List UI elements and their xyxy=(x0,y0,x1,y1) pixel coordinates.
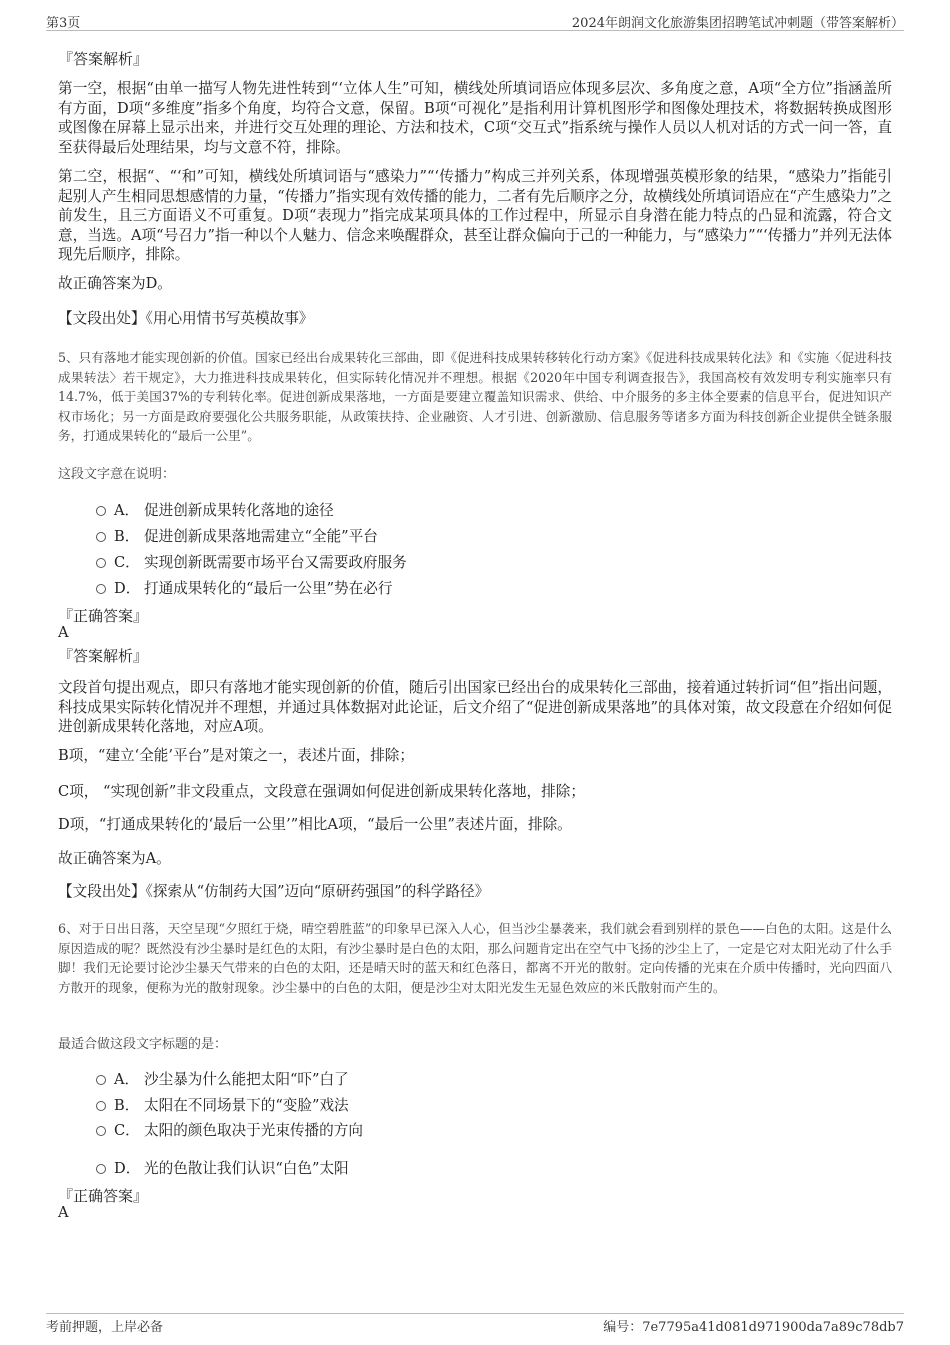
radio-icon[interactable] xyxy=(96,532,106,542)
question-5-text: 5、只有落地才能实现创新的价值。国家已经出台成果转化三部曲，即《促进科技成果转移转化行动方案》《促进科技成果转化法》和《实施〈促进科技成果转法〉若干规定》，大力推进科技成果转化，但实际转化情况并不理想。根据《2020年中国专利调查报告》，我国高校有效发明专利实施率只有14.7%，低于美国37%的专利转化率。促进创新成果落地，一方面是要建立覆盖知识需求、供给、中介服务的多主体全要素的信息平台，促进知识产权市场化；另一方面是政府要强化公共服务职能，从政策扶持、企业融资、人才引进、创新激励、信息服务等诸多方面为科技创新企业提供全链条服务，打通成果转化的“最后一公里”。 xyxy=(58,350,892,443)
q5-conclusion: 故正确答案为A。 xyxy=(58,850,171,867)
correct-answer-label: 『正确答案』 xyxy=(58,607,149,625)
correct-answer-label: 『正确答案』 xyxy=(58,1187,149,1205)
document-title: 2024年朗润文化旅游集团招聘笔试冲刺题（带答案解析） xyxy=(571,16,904,31)
q5-source-citation: 【文段出处】《探索从“仿制药大国”迈向“原研药强国”的科学路径》 xyxy=(58,883,490,900)
radio-icon[interactable] xyxy=(96,1164,106,1174)
source-citation: 【文段出处】《用心用情书写英模故事》 xyxy=(58,310,314,327)
q5-option-c[interactable]: C． 实现创新既需要市场平台又需要政府服务 xyxy=(96,551,407,572)
footer-slogan: 考前押题，上岸必备 xyxy=(46,1320,164,1335)
radio-icon[interactable] xyxy=(96,1075,106,1085)
q6-option-a[interactable]: A． 沙尘暴为什么能把太阳“吓”白了 xyxy=(96,1068,349,1089)
q5-analysis-paragraph-1: 文段首句提出观点，即只有落地才能实现创新的价值，随后引出国家已经出台的成果转化三部曲，接着通过转折词“但”指出问题，科技成果实际转化情况并不理想，并通过具体数据对此论证，后文介绍了“促进创新成果落地”的具体对策，故文段意在介绍如何促进创新成果转化落地，对应A项。 xyxy=(58,679,892,735)
radio-icon[interactable] xyxy=(96,1126,106,1136)
q6-option-b[interactable]: B． 太阳在不同场景下的“变脸”戏法 xyxy=(96,1094,349,1115)
q6-option-d[interactable]: D． 光的色散让我们认识“白色”太阳 xyxy=(96,1157,349,1178)
q5-analysis-b: B项，“建立‘全能’平台”是对策之一，表述片面，排除； xyxy=(58,747,414,764)
q5-analysis-d: D项，“打通成果转化的‘最后一公里’”相比A项，“最后一公里”表述片面，排除。 xyxy=(58,816,572,833)
analysis-paragraph-2: 第二空，根据“、“‘和”可知，横线处所填词语与“感染力”“‘传播力”构成三并列关系，体现增强英模形象的结果，“感染力”指能引起别人产生相同思想感情的力量，“传播力”指实现有效传播的能力，二者有先后顺序之分，故横线处所填词语应在“产生感染力”之前发生，且三方面语义不可重复。D项“表现力”指完成某项具体的工作过程中，所显示自身潜在能力特点的凸显和流露，符合文意，当选。A项“号召力”指一种以个人魅力、信念来唤醒群众，甚至让群众偏向于己的一种能力，与“感染力”“‘传播力”并列无法体现先后顺序，排除。 xyxy=(58,168,892,263)
analysis-label: 『答案解析』 xyxy=(58,50,149,68)
page-header xyxy=(46,12,904,31)
radio-icon[interactable] xyxy=(96,506,106,516)
radio-icon[interactable] xyxy=(96,558,106,568)
analysis-paragraph-1: 第一空，根据“由单一描写人物先进性转到“‘立体人生”可知，横线处所填词语应体现多层次、多角度之意，A项“全方位”指涵盖所有方面，D项“多维度”指多个角度，均符合文意，保留。B项“可视化”是指利用计算机图形学和图像处理技术，将数据转换成图形或图像在屏幕上显示出来，并进行交互处理的理论、方法和技术，C项“交互式”指系统与操作人员以人机对话的方式一问一答，直至获得最后处理结果，均与文意不符，排除。 xyxy=(58,80,892,156)
radio-icon[interactable] xyxy=(96,584,106,594)
document-id: 编号：7e7795a41d081d971900da7a89c78db7 xyxy=(603,1320,904,1335)
q5-analysis-c: C项， “实现创新”非文段重点，文段意在强调如何促进创新成果转化落地，排除； xyxy=(58,783,585,800)
q5-option-b[interactable]: B． 促进创新成果落地需建立“全能”平台 xyxy=(96,525,378,546)
page-number: 第3页 xyxy=(46,16,81,31)
q5-option-a[interactable]: A． 促进创新成果转化落地的途径 xyxy=(96,499,334,520)
correct-answer: A xyxy=(58,624,69,641)
analysis-label: 『答案解析』 xyxy=(58,647,149,665)
q6-option-c[interactable]: C． 太阳的颜色取决于光束传播的方向 xyxy=(96,1119,363,1140)
correct-answer: A xyxy=(58,1204,69,1221)
analysis-conclusion: 故正确答案为D。 xyxy=(58,275,172,292)
question-6-text: 6、对于日出日落，天空呈现“夕照红于烧，晴空碧胜蓝”的印象早已深入人心，但当沙尘暴袭来，我们就会看到别样的景色——白色的太阳。这是什么原因造成的呢？既然没有沙尘暴时是红色的太阳，有沙尘暴时是白色的太阳，那么问题肯定出在空气中飞扬的沙尘上了，一定是它对太阳光动了什么手脚！我们无论要讨论沙尘暴天气带来的白色的太阳，还是晴天时的蓝天和红色落日，都离不开光的散射。定向传播的光束在介质中传播时，光向四面八方散开的现象，便称为光的散射现象。沙尘暴中的白色的太阳，便是沙尘对太阳光发生无显色效应的米氏散射而产生的。 xyxy=(58,921,892,995)
question-5-prompt: 这段文字意在说明： xyxy=(58,467,176,482)
page-footer xyxy=(46,1313,904,1336)
radio-icon[interactable] xyxy=(96,1101,106,1111)
q5-option-d[interactable]: D． 打通成果转化的“最后一公里”势在必行 xyxy=(96,577,392,598)
question-6-prompt: 最适合做这段文字标题的是： xyxy=(58,1037,228,1052)
